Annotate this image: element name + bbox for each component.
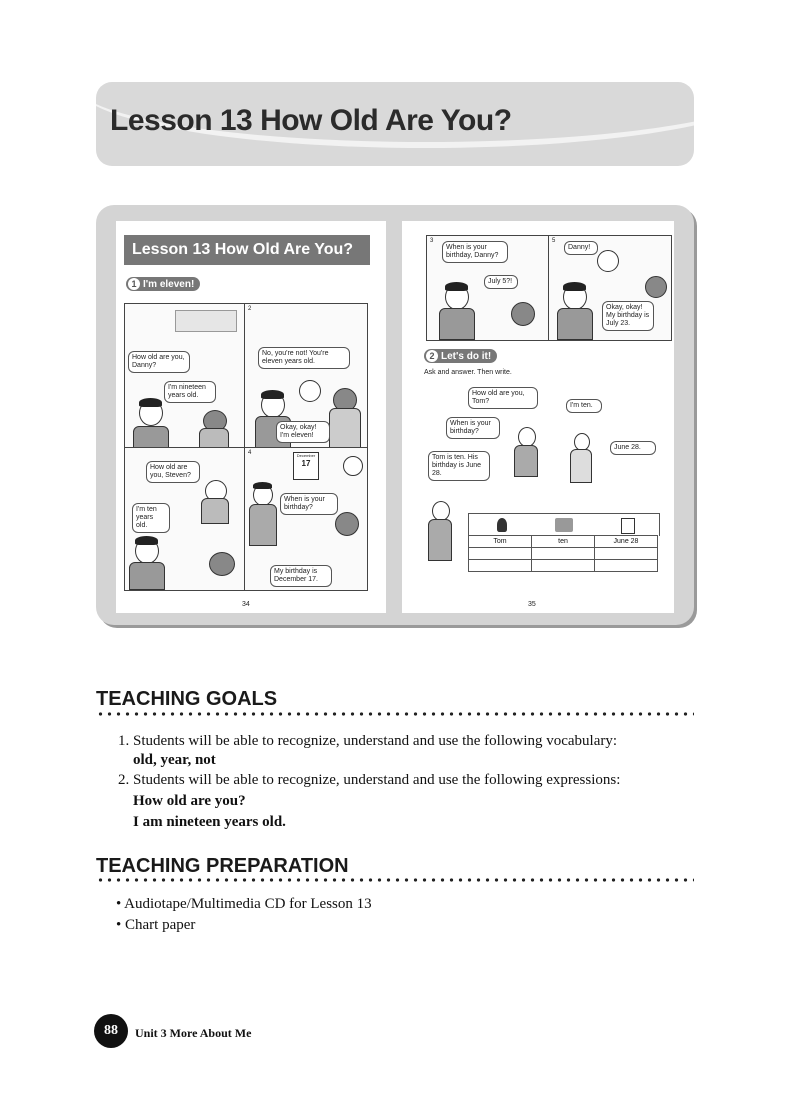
unit-label: Unit 3 More About Me — [135, 1026, 252, 1040]
speech-bubble: Tom is ten. His birthday is June 28. — [428, 451, 490, 481]
speech-bubble: When is your birthday? — [446, 417, 500, 439]
person-silhouette-icon — [497, 518, 507, 532]
exercise-instruction: Ask and answer. Then write. — [424, 369, 512, 376]
danny-head — [209, 552, 235, 576]
steven-hair — [135, 536, 158, 545]
speech-bubble: I'm ten years old. — [132, 503, 170, 533]
calendar-day: 17 — [301, 459, 311, 468]
book-page-number: 35 — [528, 601, 536, 608]
table-cell — [532, 548, 595, 560]
boy-hair — [563, 282, 586, 291]
table-cell — [595, 548, 658, 560]
calendar-month: December — [296, 453, 316, 458]
girl-head — [518, 427, 536, 447]
birthday-cake-icon — [555, 518, 573, 532]
whiteboard — [175, 310, 237, 332]
book-page-number: 34 — [242, 601, 250, 608]
goal-item-2: 2. Students will be able to recognize, understand and use the following expressions: — [118, 772, 621, 788]
section-divider — [96, 712, 694, 716]
speech-bubble: How old are you, Steven? — [146, 461, 200, 483]
goal-expression-1: How old are you? — [133, 793, 246, 809]
preparation-item: • Audiotape/Multimedia CD for Lesson 13 — [116, 896, 372, 912]
table-icon-row — [468, 513, 660, 536]
table-row — [469, 548, 658, 560]
teaching-preparation-heading: TEACHING PREPARATION — [96, 855, 349, 877]
table-cell: Tom — [469, 536, 532, 548]
table-cell — [469, 560, 532, 572]
danny-head — [511, 302, 535, 326]
book-lesson-heading: Lesson 13 How Old Are You? — [124, 235, 370, 265]
info-table — [468, 535, 658, 572]
boy-shirt — [249, 504, 277, 546]
boy-hair — [139, 398, 162, 407]
panel-number: 4 — [248, 450, 252, 456]
danny-shirt — [199, 428, 229, 448]
girl-head — [432, 501, 450, 521]
table-row — [469, 560, 658, 572]
calendar-icon — [293, 452, 319, 480]
comic-panel-1 — [124, 303, 246, 449]
steven-shirt — [129, 562, 165, 590]
speech-bubble: June 28. — [610, 441, 656, 455]
book-right-page — [402, 221, 674, 613]
speech-bubble: When is your birthday? — [280, 493, 338, 515]
part-number: 1 — [128, 278, 140, 290]
section-divider — [96, 878, 694, 882]
table-cell — [469, 548, 532, 560]
lesson-banner — [96, 82, 694, 166]
part-title: Let's do it! — [441, 351, 492, 362]
goal-vocabulary: old, year, not — [133, 752, 216, 768]
boy-hair — [253, 482, 272, 489]
goal-item-1: 1. Students will be able to recognize, understand and use the following vocabulary: — [118, 733, 618, 749]
danny-head — [645, 276, 667, 298]
girl-head — [343, 456, 363, 476]
speech-bubble: When is your birthday, Danny? — [442, 241, 508, 263]
girl-shirt — [201, 498, 229, 524]
boy-shirt — [557, 308, 593, 340]
girl-dress — [514, 445, 538, 477]
calendar-icon — [621, 518, 635, 534]
speech-bubble: My birthday is December 17. — [270, 565, 332, 587]
boy-hair — [261, 390, 284, 399]
danny-shirt — [329, 408, 361, 448]
speech-bubble: No, you're not! You're eleven years old. — [258, 347, 350, 369]
speech-bubble: I'm ten. — [566, 399, 602, 413]
speech-bubble: Danny! — [564, 241, 598, 255]
speech-bubble: July 5?! — [484, 275, 518, 289]
part-number: 2 — [426, 350, 438, 362]
girl-head — [299, 380, 321, 402]
table-cell — [532, 560, 595, 572]
page-number-badge: 88 — [94, 1014, 128, 1048]
table-row — [469, 536, 658, 548]
part-title: I'm eleven! — [143, 279, 195, 290]
panel-number: 2 — [248, 306, 252, 312]
table-cell: ten — [532, 536, 595, 548]
speech-bubble: I'm nineteen years old. — [164, 381, 216, 403]
teaching-goals-heading: TEACHING GOALS — [96, 688, 278, 710]
danny-head — [335, 512, 359, 536]
girl-head — [597, 250, 619, 272]
preparation-item: • Chart paper — [116, 917, 196, 933]
table-cell — [595, 560, 658, 572]
part-badge — [424, 349, 497, 363]
panel-number: 5 — [552, 238, 556, 244]
table-cell: June 28 — [595, 536, 658, 548]
boy-shirt — [133, 426, 169, 448]
girl-dress — [428, 519, 452, 561]
boy-hair — [445, 282, 468, 291]
book-left-page — [116, 221, 386, 613]
boy-shirt — [439, 308, 475, 340]
tom-shirt — [570, 449, 592, 483]
lesson-title: Lesson 13 How Old Are You? — [110, 104, 512, 137]
goal-expression-2: I am nineteen years old. — [133, 814, 286, 830]
speech-bubble: How old are you, Tom? — [468, 387, 538, 409]
speech-bubble: Okay, okay! I'm eleven! — [276, 421, 330, 443]
panel-number: 3 — [430, 238, 434, 244]
student-book-spread — [96, 205, 694, 625]
part-badge — [126, 277, 200, 291]
speech-bubble: Okay, okay! My birthday is July 23. — [602, 301, 654, 331]
speech-bubble: How old are you, Danny? — [128, 351, 190, 373]
